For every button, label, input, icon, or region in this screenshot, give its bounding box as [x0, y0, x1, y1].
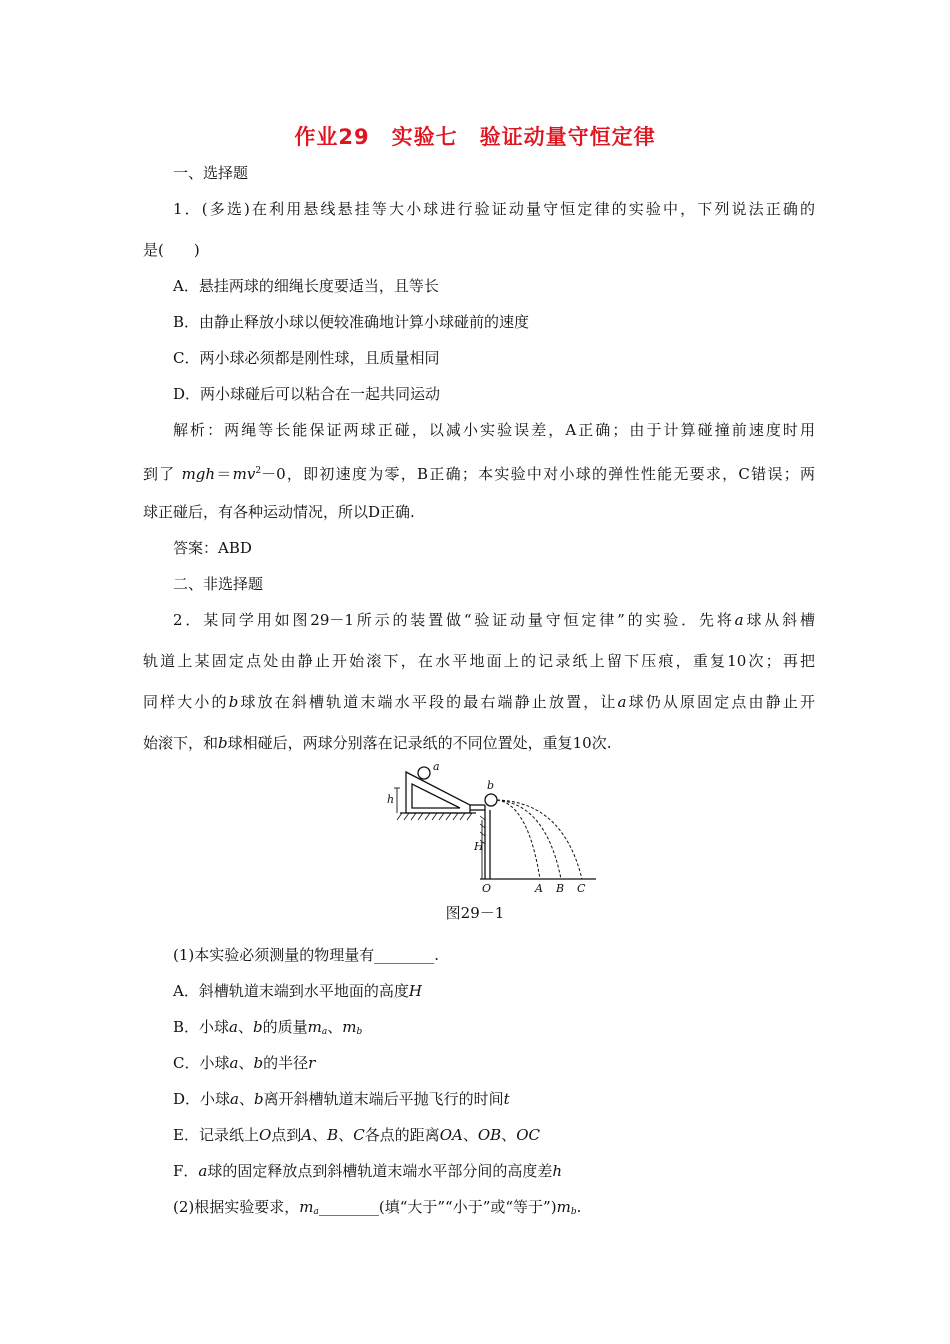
q2-part1: (1)本实验必须测量的物理量有________. [173, 946, 440, 964]
var-b: b [218, 734, 228, 752]
option-text: C．小球 [173, 1054, 230, 1072]
q2-stem-line3 [143, 692, 815, 712]
q1-option-b: B．由静止释放小球以便较准确地计算小球碰前的速度 [173, 313, 530, 331]
trajectory-A [497, 800, 540, 879]
var-b: b [228, 693, 239, 711]
equals-sign: ＝ [215, 465, 233, 483]
q2-stem-line2: 轨道上某固定点处由静止开始滚下，在水平地面上的记录纸上留下压痕，重复10次；再把 [143, 652, 815, 670]
q1-analysis-line3: 球正碰后，有各种运动情况，所以D正确. [143, 503, 415, 521]
formula-mgh: mgh [181, 465, 216, 483]
var-H: H [408, 982, 422, 1000]
var-m: m [556, 1198, 571, 1216]
q2-option-b [173, 1017, 845, 1042]
separator: 、 [462, 1126, 478, 1144]
q2-option-e [173, 1125, 845, 1145]
var-a: a [734, 611, 744, 629]
subscript-a: a [321, 1027, 328, 1037]
formula-mv: mv [232, 465, 256, 483]
subscript-b: b [356, 1027, 363, 1037]
var-r: r [308, 1054, 316, 1072]
var-a: a [229, 1018, 238, 1036]
separator: 、 [327, 1018, 343, 1036]
option-text: 球的固定释放点到斜槽轨道末端水平部分间的高度差 [207, 1162, 553, 1180]
option-text: 离开斜槽轨道末端后平抛飞行的时间 [263, 1090, 504, 1108]
var-b: b [253, 1018, 263, 1036]
label-B: B [556, 882, 565, 895]
section-heading-choice: 一、选择题 [173, 164, 249, 182]
var-t: t [503, 1090, 510, 1108]
option-text: 点到 [271, 1126, 302, 1144]
var-B: B [327, 1126, 339, 1144]
subscript-a: a [313, 1207, 319, 1217]
q2-option-c [173, 1053, 845, 1073]
period: . [576, 1198, 582, 1216]
trajectory-C [497, 800, 582, 879]
option-text: D．小球 [173, 1090, 231, 1108]
q1-analysis-line1: 解析：两绳等长能保证两球正碰，以减小实验误差，A正确；由于计算碰撞前速度时用 [173, 421, 815, 439]
label-A: A [535, 882, 543, 895]
q1-option-d: D．两小球碰后可以粘合在一起共同运动 [173, 385, 441, 403]
label-O: O [482, 882, 492, 895]
analysis-text: 到了 [143, 465, 182, 483]
q1-answer: 答案：ABD [173, 539, 252, 557]
var-m: m [342, 1018, 357, 1036]
q2-text: 始滚下，和 [143, 734, 219, 752]
q2-text: 球仍从原固定点由静止开 [626, 693, 815, 711]
option-text: A．斜槽轨道末端到水平地面的高度 [173, 982, 409, 1000]
superscript-2: 2 [255, 466, 262, 476]
var-h: h [552, 1162, 563, 1180]
part2-text: (2)根据实验要求， [173, 1198, 300, 1216]
q2-text: 球从斜槽 [743, 611, 815, 629]
q2-option-a [173, 981, 845, 1001]
option-text: F． [173, 1162, 199, 1180]
ramp-outer [406, 772, 470, 813]
figure-caption: 图29－1 [445, 904, 505, 922]
var-C: C [353, 1126, 365, 1144]
q2-stem-line1 [173, 610, 815, 630]
var-a: a [229, 1054, 239, 1072]
q1-stem-line1: 1．(多选)在利用悬线悬挂等大小球进行验证动量守恒定律的实验中，下列说法正确的 [173, 200, 815, 218]
subscript-b: b [570, 1207, 577, 1217]
label-a: a [433, 760, 440, 773]
label-b: b [487, 779, 495, 792]
var-OA: OA [439, 1126, 463, 1144]
q2-text: 球相碰后，两球分别落在记录纸的不同位置处，重复10次. [227, 734, 612, 752]
var-a: a [617, 693, 627, 711]
separator: 、 [237, 1018, 253, 1036]
var-OC: OC [516, 1126, 540, 1144]
separator: 、 [238, 1054, 254, 1072]
q2-part2 [173, 1197, 845, 1222]
option-text: B．小球 [173, 1018, 230, 1036]
separator: 、 [312, 1126, 328, 1144]
q1-stem-line2: 是( ) [143, 241, 200, 259]
q2-text: 同样大小的 [143, 693, 229, 711]
var-OB: OB [477, 1126, 502, 1144]
option-text: 的半径 [263, 1054, 309, 1072]
ball-b [485, 794, 497, 806]
q2-text: 2．某同学用如图29－1所示的装置做“验证动量守恒定律”的实验．先将 [173, 611, 735, 629]
option-text: E．记录纸上 [173, 1126, 259, 1144]
q2-text: 球放在斜槽轨道末端水平段的最右端静止放置，让 [238, 693, 618, 711]
q2-option-f [173, 1161, 845, 1181]
var-a: a [230, 1090, 239, 1108]
q2-option-d [173, 1089, 845, 1109]
q2-stem-line4 [143, 733, 815, 753]
var-m: m [299, 1198, 314, 1216]
var-b: b [253, 1054, 264, 1072]
label-C: C [577, 882, 586, 895]
label-h: h [387, 793, 395, 806]
option-text: 各点的距离 [364, 1126, 440, 1144]
var-a: a [198, 1162, 208, 1180]
option-text: 的质量 [262, 1018, 308, 1036]
label-H: H [474, 840, 484, 853]
q1-option-a: A．悬挂两球的细绳长度要适当，且等长 [173, 277, 439, 295]
figure-29-1-apparatus [378, 758, 598, 896]
var-m: m [307, 1018, 322, 1036]
part2-text: ________(填“大于”“小于”或“等于”) [318, 1198, 557, 1216]
page-title: 作业29 实验七 验证动量守恒定律 [294, 125, 656, 149]
var-A: A [301, 1126, 313, 1144]
var-O: O [258, 1126, 272, 1144]
section-heading-nonchoice: 二、非选择题 [173, 575, 264, 593]
q1-option-c: C．两小球必须都是刚性球，且质量相同 [173, 349, 440, 367]
trajectory-B [497, 800, 561, 879]
var-b: b [254, 1090, 264, 1108]
ball-a [418, 767, 430, 779]
q1-analysis-line2 [143, 461, 815, 484]
separator: 、 [338, 1126, 354, 1144]
separator: 、 [238, 1090, 254, 1108]
separator: 、 [501, 1126, 517, 1144]
analysis-text: －0，即初速度为零，B正确；本实验中对小球的弹性性能无要求，C错误；两 [261, 465, 815, 483]
